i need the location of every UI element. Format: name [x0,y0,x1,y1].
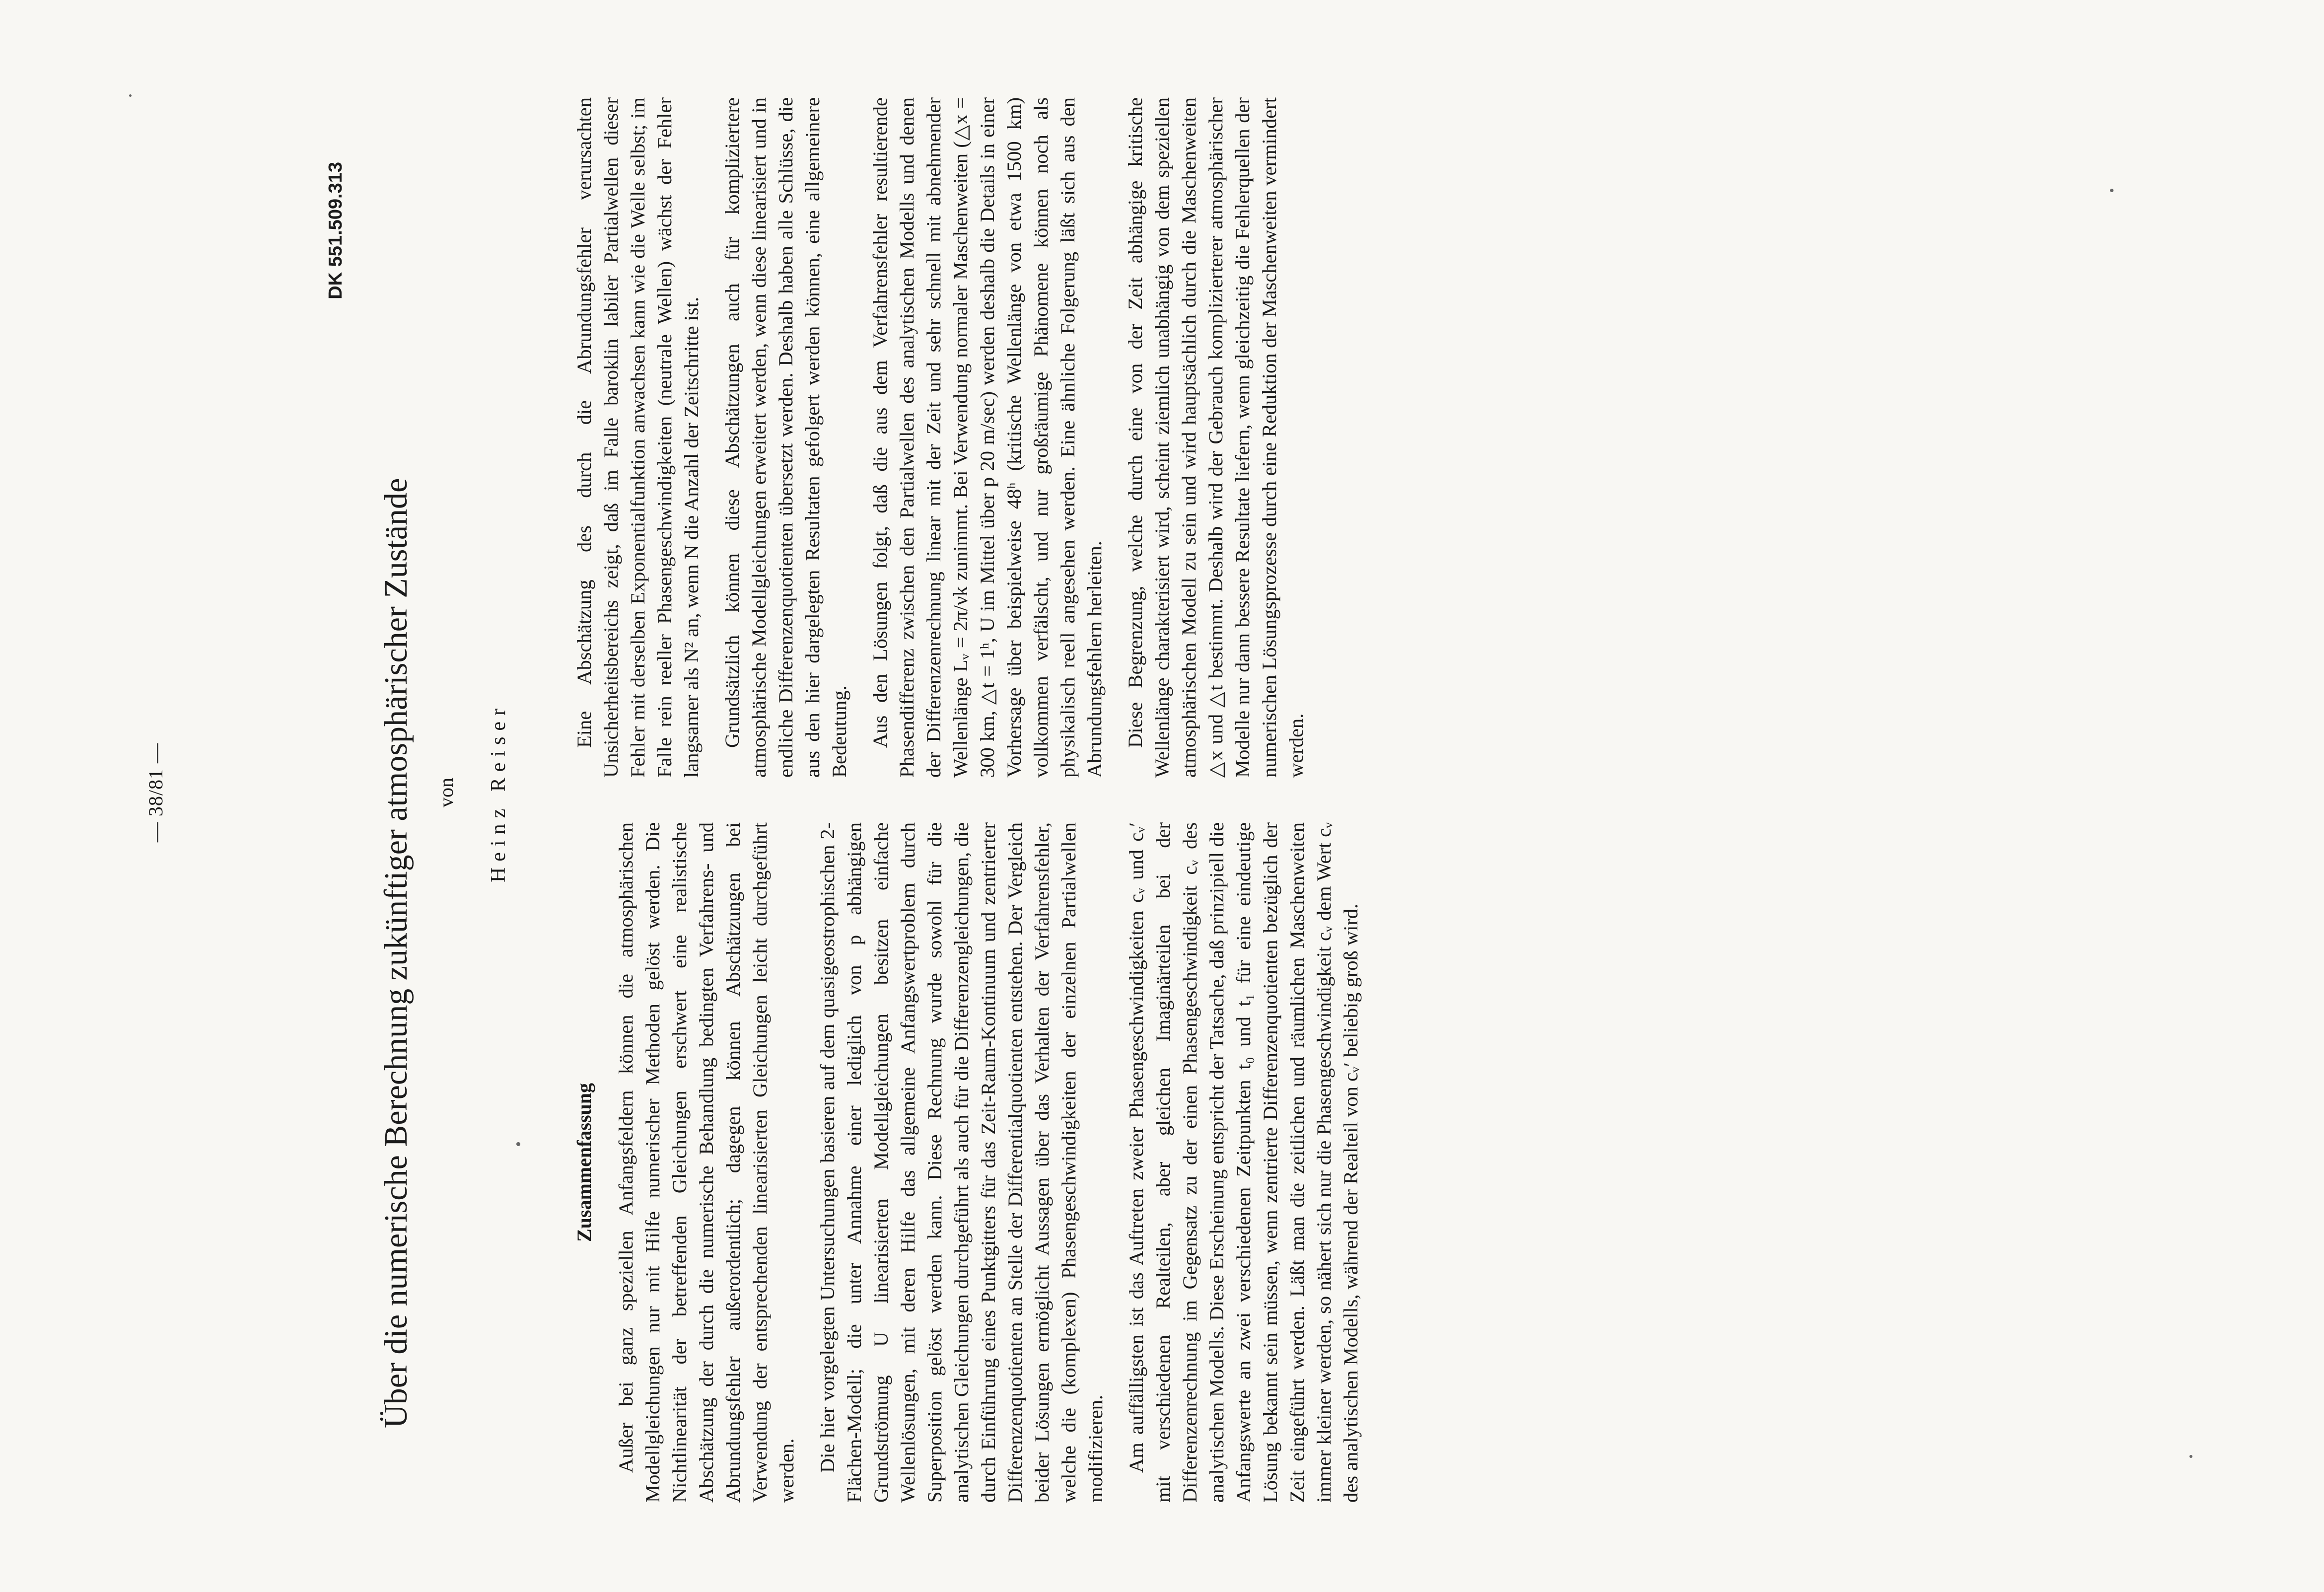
summary-paragraph-1: Außer bei ganz speziellen Anfangsfeldern können die atmosphärischen Modellgleichungen nur mit Hilfe numerischer Methoden gelöst werden. Die Nichtlinearität der betreffenden Gleichungen erschwert eine realistische Abschätzung der durch die numerische Behandlung bedingten Verfahrens- und Abrundungsfehler außerordentlich; dagegen können Abschätzungen bei Verwendung der entsprechenden linearisierten Gleichungen leicht durchgeführt werden. [615,822,798,1503]
author-name: Heinz Reiser [487,702,510,883]
page-number: — 38/81 — [144,742,167,843]
summary-heading: Zusammenfassung [573,1083,595,1242]
author-preposition: von [435,778,457,807]
summary-paragraph-4: Eine Abschätzung des durch die Abrundungsfehler verursachten Unsicherheitsbereichs zeigt, daß im Falle baroklin labiler Partialwellen dieser Fehler mit derselben Exponentialfunktion anwachsen kann wie die Welle selbst; im Falle rein reeller Phasengeschwindigkeiten (neutrale Wellen) wächst der Fehler langsamer als N² an, wenn N die Anzahl der Zeitschritte ist. [573,97,703,778]
paper-title: Über die numerische Berechnung zukünftiger atmosphärischer Zustände [378,478,414,1428]
summary-paragraph-5: Grundsätzlich können diese Abschätzungen auch für kompliziertere atmosphärische Modellgleichungen erweitert werden, wenn diese linearisiert und in endliche Differenzenquotienten übersetzt werden. Deshalb haben alle Schlüsse, die aus den hier dargelegten Resultaten gefolgert werden können, eine allgemeinere Bedeutung. [721,97,850,778]
summary-paragraph-2: Die hier vorgelegten Untersuchungen basieren auf dem quasigeostrophischen 2-Flächen-Modell; die unter Annahme einer lediglich von p abhängigen Grundströmung U linearisierten Modellgleichungen besitzen einfache Wellenlösungen, mit deren Hilfe das allgemeine Anfangswertproblem durch Superposition gelöst werden kann. Diese Rechnung wurde sowohl für die analytischen Gleichungen durchgeführt als auch für die Differenzengleichungen, die durch Einführung eines Punktgitters für das Zeit-Raum-Kontinuum und zentrierter Differenzenquotienten an Stelle der Differentialquotienten entstehen. Der Vergleich beider Lösungen ermöglicht Aussagen über das Verhalten der Verfahrensfehler, welche die (komplexen) Phasengeschwindigkeiten der einzelnen Partialwellen modifizieren. [816,822,1107,1503]
summary-paragraph-6: Aus den Lösungen folgt, daß die aus dem Verfahrensfehler resultierende Phasendifferenz zwischen den Partialwellen des analytischen Modells und denen der Differenzenrechnung linear mit der Zeit und sehr schnell mit abnehmender Wellenlänge Lᵥ = 2π/νk zunimmt. Bei Verwendung normaler Maschenweiten (△x = 300 km, △t = 1ʰ, U im Mittel über p 20 m/sec) werden deshalb die Details in einer Vorhersage über beispielweise 48ʰ (kritische Wellenlänge von etwa 1500 km) vollkommen verfälscht, und nur großräumige Phänomene können noch als physikalisch reell angesehen werden. Eine ähnliche Folgerung läßt sich aus den Abrundungsfehlern herleiten. [869,97,1106,778]
right-column [571,97,1324,778]
summary-paragraph-7: Diese Begrenzung, welche durch eine von der Zeit abhängige kritische Wellenlänge charakterisiert wird, scheint ziemlich unabhängig von dem speziellen atmosphärischen Modell zu sein und wird hauptsächlich durch die Maschenweiten △x und △t bestimmt. Deshalb wird der Gebrauch komplizierterer atmosphärischer Modelle nur dann bessere Resultate liefern, wenn gleichzeitig die Fehlerquellen der numerischen Lösungsprozesse durch eine Reduktion der Maschenweiten vermindert werden. [1124,97,1307,778]
left-column [571,822,1378,1503]
scan-speck [2189,1455,2192,1458]
scan-speck [2110,189,2113,192]
scan-speck [516,1142,520,1146]
classification-number: DK 551.509.313 [325,162,346,299]
scan-speck [129,94,132,97]
summary-paragraph-3: Am auffälligsten ist das Auftreten zweier Phasengeschwindigkeiten cᵥ und cᵥ′ mit verschiedenen Realteilen, aber gleichen Imaginärteilen bei der Differenzenrechnung im Gegensatz zu der einen Phasengeschwindigkeit cᵥ des analytischen Modells. Diese Erscheinung entspricht der Tatsache, daß prinzipiell die Anfangswerte an zwei verschiedenen Zeitpunkten t₀ und t₁ für eine eindeutige Lösung bekannt sein müssen, wenn zentrierte Differenzenquotienten bezüglich der Zeit eingeführt werden. Läßt man die zeitlichen und räumlichen Maschenweiten immer kleiner werden, so nähert sich nur die Phasengeschwindigkeit cᵥ dem Wert cᵥ des analytischen Modells, während der Realteil von cᵥ′ beliebig groß wird. [1125,822,1362,1503]
